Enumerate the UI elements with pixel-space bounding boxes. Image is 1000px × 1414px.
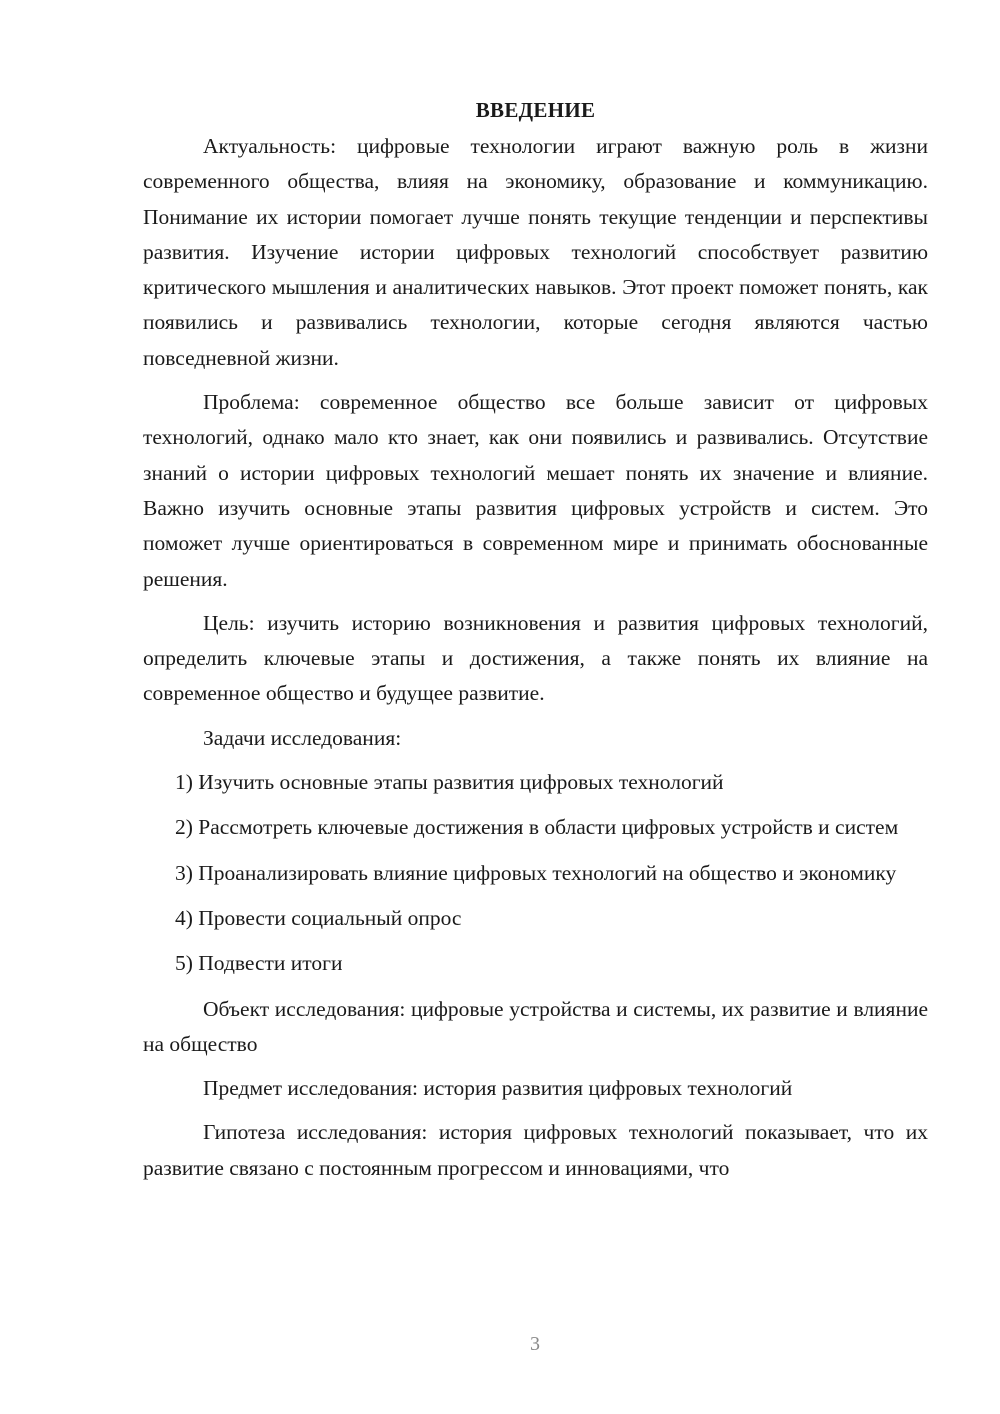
section-heading: ВВЕДЕНИЕ xyxy=(475,98,596,122)
goal-paragraph: Цель: изучить историю возникновения и развития цифровых технологий, определить ключевые этапы и достижения, а также понять их влияние на современное общество и будущее развитие. xyxy=(143,610,928,706)
problem-paragraph: Проблема: современное общество все больше зависит от цифровых технологий, однако мало кто знает, как они появились и развивались. Отсутствие знаний о истории цифровых технологий мешает понять их значение и влияние. Важно изучить основные этапы развития цифровых устройств и систем. Это поможет лучше ориентироваться в современном мире и принимать обоснованные решения. xyxy=(143,390,928,591)
task-item-2: 2) Рассмотреть ключевые достижения в области цифровых устройств и систем xyxy=(175,815,899,840)
hypothesis-paragraph: Гипотеза исследования: история цифровых технологий показывает, что их развитие связано с постоянным прогрессом и инновациями, что xyxy=(143,1120,928,1180)
tasks-intro: Задачи исследования: xyxy=(203,725,402,750)
relevance-paragraph: Актуальность: цифровые технологии играют важную роль в жизни современного общества, влияя на экономику, образование и коммуникацию. Понимание их истории помогает лучше понять текущие тенденции и перспективы развития. Изучение истории цифровых технологий способствует развитию критического мышления и аналитических навыков. Этот проект поможет понять, как появились и развивались технологии, которые сегодня являются частью повседневной жизни. xyxy=(143,134,928,370)
subject-paragraph: Предмет исследования: история развития цифровых технологий xyxy=(203,1076,793,1101)
task-item-1: 1) Изучить основные этапы развития цифровых технологий xyxy=(175,770,724,795)
object-paragraph: Объект исследования: цифровые устройства и системы, их развитие и влияние на общество xyxy=(143,996,928,1056)
document-page xyxy=(143,95,928,1186)
task-item-5: 5) Подвести итоги xyxy=(175,951,343,976)
task-item-3: 3) Проанализировать влияние цифровых технологий на общество и экономику xyxy=(175,860,897,885)
task-item-4: 4) Провести социальный опрос xyxy=(175,905,462,930)
page-number: 3 xyxy=(530,1333,540,1355)
